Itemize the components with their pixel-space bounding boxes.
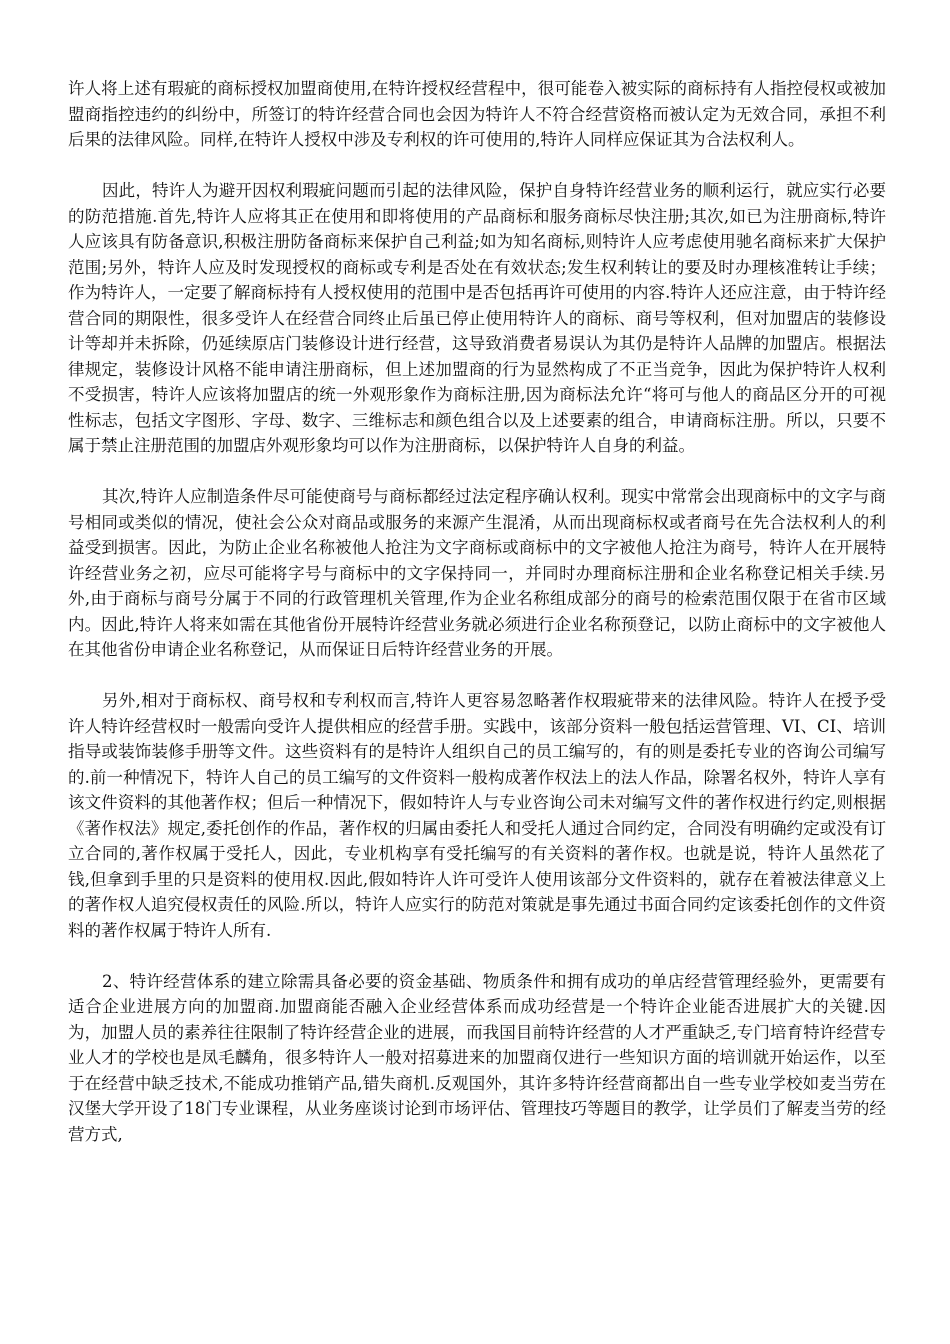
paragraph-4: 另外,相对于商标权、商号权和专利权而言,特许人更容易忽略著作权瑕疵带来的法律风险。特许人在授予受许人特许经营权时一般需向受许人提供相应的经营手册。实践中，该部分资料一般包括运营管理、VI、CI、培训指导或装饰装修手册等文件。这些资料有的是特许人组织自己的员工编写的，有的则是委托专业的咨询公司编写的.前一种情况下，特许人自己的员工编写的文件资料一般构成著作权法上的法人作品，除署名权外，特许人享有该文件资料的其他著作权；但后一种情况下，假如特许人与专业咨询公司未对编写文件的著作权进行约定,则根据《著作权法》规定,委托创作的作品，著作权的归属由委托人和受托人通过合同约定，合同没有明确约定或没有订立合同的,著作权属于受托人，因此，专业机构享有受托编写的有关资料的著作权。也就是说，特许人虽然花了钱,但拿到手里的只是资料的使用权.因此,假如特许人许可受许人使用该部分文件资料的，就存在着被法律意义上的著作权人追究侵权责任的风险.所以，特许人应实行的防范对策就是事先通过书面合同约定该委托创作的文件资料的著作权属于特许人所有. <box>68 691 886 940</box>
paragraph-1: 许人将上述有瑕疵的商标授权加盟商使用,在特许授权经营程中，很可能卷入被实际的商标持有人指控侵权或被加盟商指控违约的纠纷中，所签订的特许经营合同也会因为特许人不符合经营资格而被认定为无效合同，承担不利后果的法律风险。同样,在特许人授权中涉及专利权的许可使用的,特许人同样应保证其为合法权利人。 <box>68 79 886 149</box>
document-page <box>68 76 886 1173</box>
paragraph-5: 2、特许经营体系的建立除需具备必要的资金基础、物质条件和拥有成功的单店经营管理经验外，更需要有适合企业进展方向的加盟商.加盟商能否融入企业经营体系而成功经营是一个特许企业能否进展扩大的关键.因为，加盟人员的素养往往限制了特许经营企业的进展，而我国目前特许经营的人才严重缺乏,专门培育特许经营专业人才的学校也是凤毛麟角，很多特许人一般对招募进来的加盟商仅进行一些知识方面的培训就开始运作，以至于在经营中缺乏技术,不能成功推销产品,错失商机.反观国外，其许多特许经营商都出自一些专业学校如麦当劳在汉堡大学开设了18门专业课程，从业务座谈讨论到市场评估、管理技巧等题目的教学，让学员们了解麦当劳的经营方式, <box>68 971 886 1144</box>
paragraph-2: 因此，特许人为避开因权利瑕疵问题而引起的法律风险，保护自身特许经营业务的顺利运行，就应实行必要的防范措施.首先,特许人应将其正在使用和即将使用的产品商标和服务商标尽快注册;其次,如已为注册商标,特许人应该具有防备意识,积极注册防备商标来保护自己利益;如为知名商标,则特许人应考虑使用驰名商标来扩大保护范围;另外，特许人应及时发现授权的商标或专利是否处在有效状态;发生权利转让的要及时办理核准转让手续；作为特许人，一定要了解商标持有人授权使用的范围中是否包括再许可使用的内容.特许人还应注意，由于特许经营合同的期限性，很多受许人在经营合同终止后虽已停止使用特许人的商标、商号等权利，但对加盟店的装修设计等却并未拆除，仍延续原店门装修设计进行经营，这导致消费者易误认为其仍是特许人品牌的加盟店。根据法律规定，装修设计风格不能申请注册商标，但上述加盟商的行为显然构成了不正当竞争，因此为保护特许人权利不受损害，特许人应该将加盟店的统一外观形象作为商标注册,因为商标法允许“将可与他人的商品区分开的可视性标志，包括文字图形、字母、数字、三维标志和颜色组合以及上述要素的组合，申请商标注册。所以，只要不属于禁止注册范围的加盟店外观形象均可以作为注册商标，以保护特许人自身的利益。 <box>68 181 886 455</box>
paragraph-3: 其次,特许人应制造条件尽可能使商号与商标都经过法定程序确认权利。现实中常常会出现商标中的文字与商号相同或类似的情况，使社会公众对商品或服务的来源产生混淆，从而出现商标权或者商号在先合法权利人的利益受到损害。因此，为防止企业名称被他人抢注为文字商标或商标中的文字被他人抢注为商号，特许人在开展特许经营业务之初，应尽可能将字号与商标中的文字保持同一，并同时办理商标注册和企业名称登记相关手续.另外,由于商标与商号分属于不同的行政管理机关管理,作为企业名称组成部分的商号的检索范围仅限于在省市区域内。因此,特许人将来如需在其他省份开展特许经营业务就必须进行企业名称预登记，以防止商标中的文字被他人在其他省份申请企业名称登记，从而保证日后特许经营业务的开展。 <box>68 487 886 659</box>
